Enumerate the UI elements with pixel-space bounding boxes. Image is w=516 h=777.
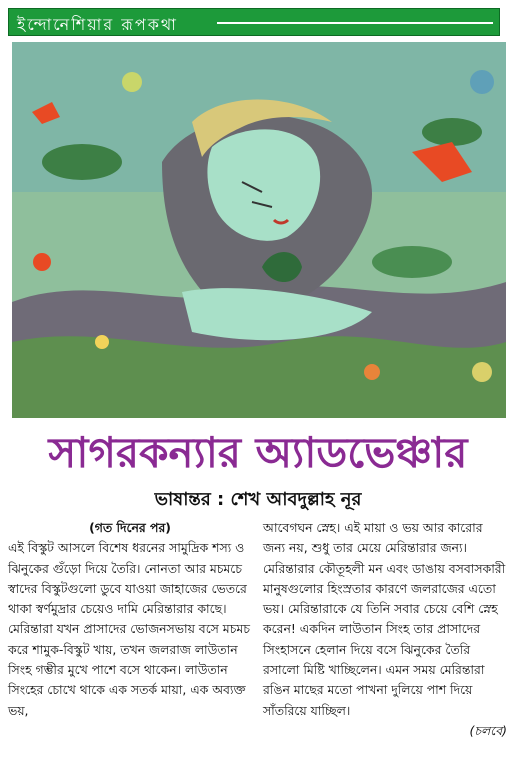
- article-title: সাগরকন্যার অ্যাডভেঞ্চার: [48, 428, 468, 477]
- column-right: [263, 518, 507, 741]
- section-title: ইন্দোনেশিয়ার রূপকথা: [17, 15, 178, 34]
- mermaid-illustration: [12, 42, 506, 418]
- to-be-continued-label: (চলবে): [469, 722, 507, 738]
- paragraph: এই বিস্কুট আসলে বিশেষ ধরনের সামুদ্রিক শস্য ও ঝিনুকের গুঁড়ো দিয়ে তৈরি। নোনতা আর মচমচে স্বাদের বিস্কুটগুলো ডুবে যাওয়া জাহাজের ভেতরে থাকা স্বর্ণমুদ্রার চেয়েও দামি মেরিন্তারার কাছে।: [8, 540, 247, 617]
- paragraph: আবেগঘন স্নেহ। এই মায়া ও ভয় আর কারোর জন্য নয়, শুধু তার মেয়ে মেরিন্তারার জন্য। মেরিন্তারার কৌতূহলী মন এবং ডাঙায় বসবাসকারী মানুষগুলোর হিংস্রতার কারণে জলরাজের এতো ভয়। মেরিন্তারাকে যে তিনি সবার চেয়ে বেশি স্নেহ করেন! একদিন লাউতান সিংহ তার প্রাসাদের সিংহাসনে হেলান দিয়ে বসে ঝিনুকের তৈরি রসালো মিষ্টি খাচ্ছিলেন। এমন সময় মেরিন্তারা রঙিন মাছের মতো পাখনা দুলিয়ে পাশ দিয়ে সাঁতরিয়ে যাচ্ছিল।: [263, 520, 506, 718]
- translator-credit: ভাষান্তর : শেখ আবদুল্লাহ নূর: [154, 489, 362, 510]
- section-header-bar: [8, 8, 500, 36]
- continued-from-note: (গত দিনের পর): [89, 520, 171, 535]
- header-rule: [217, 22, 493, 24]
- paragraph: মেরিন্তারা যখন প্রাসাদের ভোজনসভায় বসে মচমচ করে শামুক-বিস্কুট খায়, তখন জলরাজ লাউতান সিংহ গম্ভীর মুখে পাশে বসে থাকেন। লাউতান সিংহের চোখে থাকে এক সতর্ক মায়া, এক অব্যক্ত ভয়,: [8, 621, 250, 718]
- column-left: [8, 518, 252, 721]
